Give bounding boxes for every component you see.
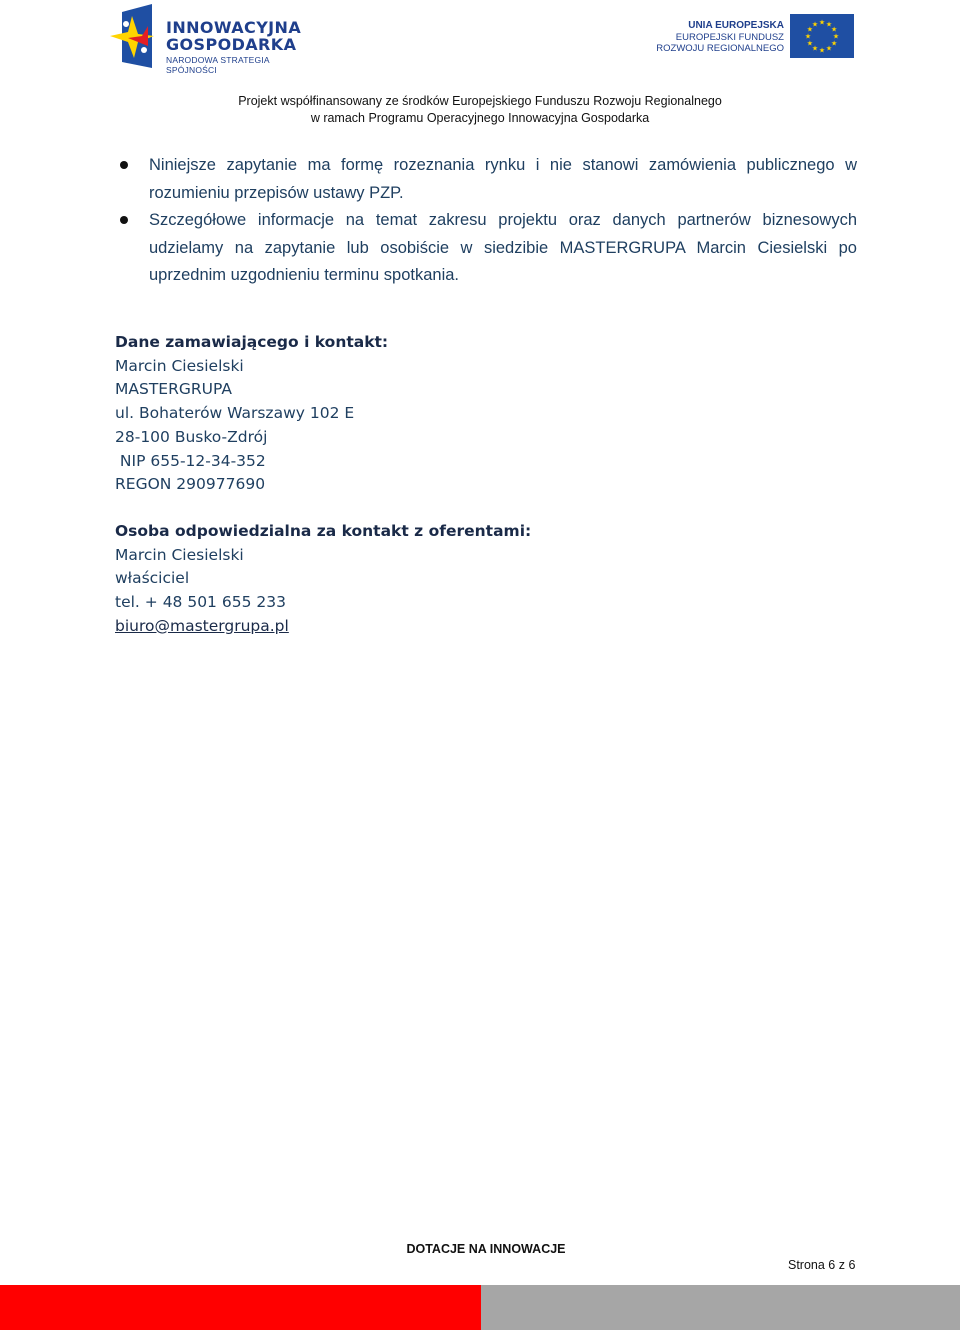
innowacyjna-gospodarka-logo	[108, 2, 318, 75]
email-link[interactable]: biuro@mastergrupa.pl	[115, 616, 289, 635]
eu-star-icon: ★	[811, 21, 819, 29]
logo-text-line3: NARODOWA STRATEGIA SPÓJNOŚCI	[166, 55, 270, 75]
footer-bar-red	[0, 1285, 481, 1330]
bullet-icon	[120, 216, 128, 224]
eu-flag-icon	[790, 14, 854, 58]
eu-star-icon: ★	[825, 21, 833, 29]
contact-nip: NIP 655-12-34-352	[115, 451, 266, 470]
eu-star-icon: ★	[830, 26, 838, 34]
footer-bar-grey	[481, 1285, 960, 1330]
bullet-list	[114, 152, 857, 290]
page-number: Strona 6 z 6	[788, 1258, 856, 1272]
list-item	[114, 207, 857, 290]
contact-regon: REGON 290977690	[115, 475, 266, 494]
eu-logo	[656, 14, 858, 60]
eu-logo-line2: EUROPEJSKI FUNDUSZ	[675, 32, 784, 43]
contact-name: Marcin Ciesielski	[115, 356, 244, 375]
contact-heading: Dane zamawiającego i kontakt:	[115, 333, 389, 351]
contact-block	[115, 331, 388, 497]
footer-title: DOTACJE NA INNOWACJE	[406, 1242, 566, 1256]
eu-logo-line3: ROZWOJU REGIONALNEGO	[656, 43, 784, 54]
responsible-block	[115, 520, 531, 639]
eu-star-icon: ★	[806, 40, 814, 48]
eu-star-icon: ★	[806, 26, 814, 34]
logo-text-line2: GOSPODARKA	[166, 35, 297, 54]
innowacyjna-gospodarka-emblem-icon	[108, 2, 164, 70]
contact-company: MASTERGRUPA	[115, 380, 232, 399]
bullet-text: Niniejsze zapytanie ma formę rozeznania rynku i nie stanowi zamówienia publicznego w rozumieniu przepisów ustawy PZP.	[149, 156, 857, 202]
project-funding-line2: w ramach Programu Operacyjnego Innowacyjna Gospodarka	[310, 111, 650, 125]
eu-star-icon: ★	[818, 47, 826, 55]
responsible-phone: tel. + 48 501 655 233	[115, 593, 286, 612]
responsible-name: Marcin Ciesielski	[115, 545, 244, 564]
contact-street: ul. Bohaterów Warszawy 102 E	[115, 404, 355, 423]
bullet-text: Szczegółowe informacje na temat zakresu projektu oraz danych partnerów biznesowych udzielamy na zapytanie lub osobiście w siedzibie MASTERGRUPA Marcin Ciesielski po uprzednim uzgodnieniu terminu spotkania.	[149, 211, 857, 284]
bullet-icon	[120, 161, 128, 169]
eu-star-icon: ★	[818, 19, 826, 27]
project-funding-line1: Projekt współfinansowany ze środków Europejskiego Funduszu Rozwoju Regionalnego	[238, 94, 722, 108]
responsible-heading: Osoba odpowiedzialna za kontakt z oferentami:	[115, 522, 532, 540]
contact-city: 28-100 Busko-Zdrój	[115, 427, 268, 446]
list-item	[114, 152, 857, 207]
eu-logo-line1: UNIA EUROPEJSKA	[688, 20, 784, 31]
eu-star-icon: ★	[832, 33, 840, 41]
logo-text-line1: INNOWACYJNA	[166, 18, 302, 37]
eu-star-icon: ★	[811, 45, 819, 53]
eu-star-icon: ★	[804, 33, 812, 41]
eu-star-icon: ★	[825, 45, 833, 53]
responsible-role: właściciel	[115, 569, 190, 588]
eu-star-icon: ★	[830, 40, 838, 48]
